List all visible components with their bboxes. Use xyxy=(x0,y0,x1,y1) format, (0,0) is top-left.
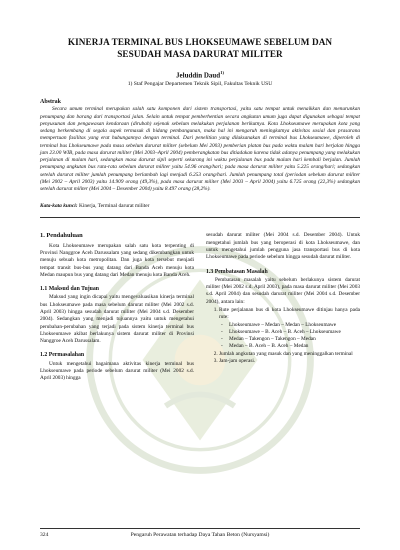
continued-paragraph: sesudah darurat militer (Mei 2004 s.d. Desember 2004). Untuk mengetahui jumlah bus yang beroperasi di kota Lhokseumawe, dan untuk mengetahui jumlah pengguna jasa transportasi bus di kota Lhokseumawe pada periode sebelum hingga sesudah darurat militer. xyxy=(206,232,360,261)
author-text: Jeluddin Daud xyxy=(176,71,221,80)
introduction-paragraph: Kota Lhokseumawe merupakan salah satu kota terpenting di Provinsi Nanggroe Aceh Darussalam yang sedang dikembangkan untuk menuju sebuah kota metropolitan. Dan juga kota tersebut menjadi tempat transit bus-bus yang datang dari Banda Aceh menuju kota Medan maupun bus yang datang dari Medan menuju kota Banda Aceh. xyxy=(40,242,194,278)
paper-title xyxy=(40,36,360,60)
routes-list xyxy=(219,322,360,351)
subsection-heading-problems: 1.2 Permasalahan xyxy=(40,352,85,359)
subsection-heading-aims: 1.1 Maksud dan Tujuan xyxy=(40,286,99,293)
author-superscript: 1) xyxy=(220,70,224,75)
route-item: - Lhokseumawe – B. Aceh – B. Aceh – Lhokseumawe xyxy=(229,329,360,336)
title-line-1: KINERJA TERMINAL BUS LHOKSEUMAWE SEBELUM DAN xyxy=(67,37,333,47)
footer-running-title: Pengaruh Perawatan terhadap Daya Tahan Beton (Nursyamsi) xyxy=(130,532,270,538)
scope-list-item-hours: 3. Jam-jam operasi. xyxy=(219,358,360,365)
problems-paragraph: Untuk mengetahui bagaimana aktivitas kinerja terminal bus Lhokseumawe pada periode sebelum darurat militer (Mei 2002 s.d. April 2003) hingga xyxy=(40,360,194,382)
abstract-heading: Abstrak xyxy=(40,99,62,106)
right-column xyxy=(206,232,360,382)
abstract-body: Secara umum terminal merupakan salah satu komponen dari sistem transportasi, yaitu satu tempat untuk menaikkan dan menurunkan penumpang dan barang dari transportasi jalan. Selain untuk tempat pemberhentian secara angkutan umum juga dapat digunakan sebagai tempat penyusunan dan pengawasan kendaraan (dirubah) sejenak sebelum melakukan perjalanan berikutnya. Kota Lhokseumawe merupakan kota yang sedang berkembang di segala aspek termasuk di bidang pembangunan, maka hal ini mengaruh meningkatnya aktivitas sosial dan prasarana mempertuan fasilitas yang erat hubungannya dengan terminal. Dari penelitian yang dilaksanakan di terminal bus Lhokseumawe, diperoleh di terminal bus Lhokseumawe pada masa sebelum darurat militer (sebelum Mei 2003) pemberian platan bus pada waktu malam hari berjalan hingga jam 23.00 WIB, pada masa darurat militer (Mei 2003–April 2004) pemberangkatan bus ditiadakan karena tidak adanya penumpang yang melakukan perjalanan di malam hari, sedangkan masa darurat sipil seperti sekarang ini waktu perjalanan bus pada malam hari kembali berjalan. Jumlah penumpang angkutan bus rata-rata sebelum darurat militer yaitu 54.96 orang/hari; pada masa darurat militer yaitu 5.225 orang/hari; sedangkan setelah darurat militer jumlah penumpang berlambah lagi menjadi 6.253 orang/hari. Jumlah penumpang total (periodan sebelum darurat militer (Mei 2002 – April 2003) yaitu 14.909 orang (49,3%), pada masa darurat militer (Mei 2003 – April 2004) yaitu 6.725 orang (22,3%) sedangkan setelah darurat militer (Mei 2004 – Desember 2004) yaitu 8.497 orang (28,2%). xyxy=(40,106,360,193)
scope-list xyxy=(206,307,360,365)
subsection-heading-scope: 1.3 Pembatasan Masalah xyxy=(206,268,268,275)
keywords-divider xyxy=(40,217,360,218)
page-number: 324 xyxy=(40,532,49,538)
scope-paragraph: Pembatasan masalah yaitu sebelum berlakunya sistem darurat militer (Mei 2002 s.d. April 2003), pada masa darurat militer (Mei 2003 s.d. April 2004) dan sesudah darurat militer (Mei 2004 s.d. Desember 2004), antara lain: xyxy=(206,276,360,305)
route-item: - Lhokseumawe – Medan – Medan – Lhokseumawe xyxy=(229,322,360,329)
left-column xyxy=(40,232,194,382)
title-line-2: SESUDAH MASA DARURAT MILITER xyxy=(117,49,283,59)
body-columns xyxy=(40,232,360,382)
route-item: - Medan – Takengon – Takengon – Medan xyxy=(229,336,360,343)
route-item: - Medan – B. Aceh – B. Aceh – Medan xyxy=(229,343,360,350)
author-affiliation: 1) Staf Pengajar Departemen Teknik Sipil, Fakultas Teknik USU xyxy=(127,81,273,88)
section-heading-introduction: 1. Pendahuluan xyxy=(40,232,83,240)
keywords-text: Kinerja, Terminal darurat militer xyxy=(78,203,150,210)
page-footer xyxy=(40,528,360,538)
author-name xyxy=(40,70,360,79)
keywords xyxy=(40,203,360,209)
aims-paragraph: Maksud yang ingin dicapai yaitu mengevaluasikan kinerja terminal bus Lhokseumawe pada masa sebelum darurat militer (Mei 2002 s.d. April 2003) hingga sesudah darurat militer (Mei 2004 s.d. Desember 2004). Sedangkan yang menjadi tujuannya yaitu untuk mengetahui perubahan-perubahan yang terjadi pada sistem kinerja terminal bus Lhokseumawe akibat berlakunya sistem darurat militer di Provinsi Nanggroe Aceh Darussalam. xyxy=(40,294,194,345)
keywords-label: Kata-kata kunci: xyxy=(40,203,78,210)
routes-intro: Rute perjalanan bus di kota Lhokseumawe ditinjau hanya pada rute: xyxy=(219,307,360,321)
paper-page xyxy=(40,36,360,383)
scope-list-item-routes xyxy=(219,307,360,351)
scope-list-item-vehicles: 2. Jumlah angkutan yang masuk dan yang meninggalkan terminal xyxy=(219,351,360,358)
